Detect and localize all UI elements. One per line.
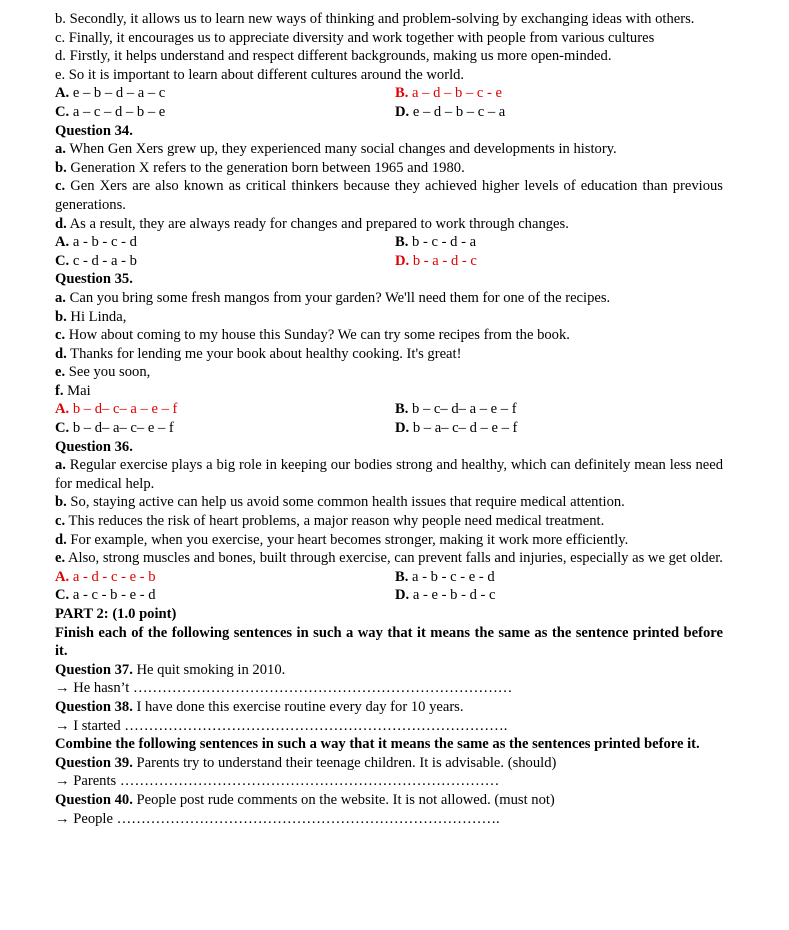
- q35-option-a: A. b – d– c– a – e – f: [55, 401, 178, 418]
- q34-option-b: B. b - c - d - a: [395, 234, 477, 251]
- q36-item-c: c. This reduces the risk of heart problems, a major reason why people need medical treatment.: [55, 513, 605, 530]
- q35-options-row-1: [55, 400, 723, 419]
- q35-item-e: e. See you soon,: [55, 364, 151, 381]
- q36-option-b: B. a - b - c - e - d: [395, 568, 495, 585]
- q35-title: Question 35.: [55, 271, 133, 288]
- q34-option-a: A. a - b - c - d: [55, 234, 137, 251]
- q34-option-d: D. b - a - d - c: [395, 252, 477, 269]
- q36-item-d: d. For example, when you exercise, your heart becomes stronger, making it work more efficiently.: [55, 531, 629, 548]
- q35-option-d: D. b – a– c– d – e – f: [395, 420, 518, 437]
- q36-option-c: C. a - c - b - e - d: [55, 587, 156, 604]
- q35-option-c: C. b – d– a– c– e – f: [55, 420, 174, 437]
- q35-item-a: a. Can you bring some fresh mangos from your garden? We'll need them for one of the recipes.: [55, 289, 611, 306]
- q36-option-d: D. a - e - b - d - c: [395, 587, 496, 604]
- q34-options-row-2: [55, 252, 723, 271]
- q34-item-d: d. As a result, they are always ready for changes and prepared to work through changes.: [55, 215, 569, 232]
- q36-options-row-2: [55, 586, 723, 605]
- q39-answer-line[interactable]: → Parents ……………………………………………………………………: [55, 773, 500, 790]
- q33-item-d: d. Firstly, it helps understand and respect different backgrounds, making us more open-minded.: [55, 48, 612, 65]
- q33-options-row-1: [55, 84, 723, 103]
- part2-instruction-combine: Combine the following sentences in such a way that it means the same as the sentences printed before it.: [55, 736, 700, 753]
- q35-option-b: B. b – c– d– a – e – f: [395, 401, 517, 418]
- q37-prompt: Question 37. He quit smoking in 2010.: [55, 661, 286, 678]
- q34-options-row-1: [55, 233, 723, 252]
- q34-item-a: a. When Gen Xers grew up, they experienced many social changes and developments in history.: [55, 141, 617, 158]
- q36-item-e: e. Also, strong muscles and bones, built through exercise, can prevent falls and injuries, especially as we get older.: [55, 550, 723, 567]
- q33-option-d: D. e – d – b – c – a: [395, 103, 506, 120]
- q34-option-c: C. c - d - a - b: [55, 252, 137, 269]
- q38-prompt: Question 38. I have done this exercise routine every day for 10 years.: [55, 698, 464, 715]
- q34-item-b: b. Generation X refers to the generation born between 1965 and 1980.: [55, 159, 465, 176]
- q35-item-c: c. How about coming to my house this Sunday? We can try some recipes from the book.: [55, 327, 570, 344]
- q38-answer-line[interactable]: → I started …………………………………………………………………….: [55, 717, 508, 734]
- q37-answer-line[interactable]: → He hasn’t ……………………………………………………………………: [55, 680, 513, 697]
- part2-title: PART 2: (1.0 point): [55, 606, 177, 622]
- q33-option-b: B. a – d – b – c - e: [395, 85, 503, 102]
- q36-title: Question 36.: [55, 438, 133, 455]
- q36-options-row-1: [55, 568, 723, 587]
- q34-title: Question 34.: [55, 122, 133, 139]
- q35-item-d: d. Thanks for lending me your book about healthy cooking. It's great!: [55, 345, 462, 362]
- q40-prompt: Question 40. People post rude comments on the website. It is not allowed. (must not): [55, 791, 555, 808]
- q40-answer-line[interactable]: → People …………………………………………………………………….: [55, 810, 500, 827]
- q35-item-b: b. Hi Linda,: [55, 308, 127, 325]
- q33-options-row-2: [55, 103, 723, 122]
- q35-options-row-2: [55, 419, 723, 438]
- q36-item-b: b. So, staying active can help us avoid some common health issues that require medical attention.: [55, 494, 625, 511]
- q35-item-f: f. Mai: [55, 382, 91, 399]
- q33-item-b: b. Secondly, it allows us to learn new ways of thinking and problem-solving by exchanging ideas with others.: [55, 11, 695, 27]
- q36-item-a: a. Regular exercise plays a big role in keeping our bodies strong and healthy, which can definitely mean less need for medical help.: [55, 457, 723, 492]
- q36-option-a: A. a - d - c - e - b: [55, 568, 156, 585]
- q33-item-c: c. Finally, it encourages us to appreciate diversity and work together with people from various cultures: [55, 29, 655, 46]
- q34-item-c: c. Gen Xers are also known as critical thinkers because they achieved higher levels of education than previous generations.: [55, 178, 723, 213]
- exam-page: [55, 10, 723, 828]
- part2-instruction-rewrite: Finish each of the following sentences in such a way that it means the same as the sentence printed before it.: [55, 624, 723, 660]
- q33-item-e: e. So it is important to learn about different cultures around the world.: [55, 66, 465, 83]
- q33-option-c: C. a – c – d – b – e: [55, 103, 166, 120]
- q33-option-a: A. e – b – d – a – c: [55, 85, 166, 102]
- q39-prompt: Question 39. Parents try to understand their teenage children. It is advisable. (should): [55, 754, 557, 771]
